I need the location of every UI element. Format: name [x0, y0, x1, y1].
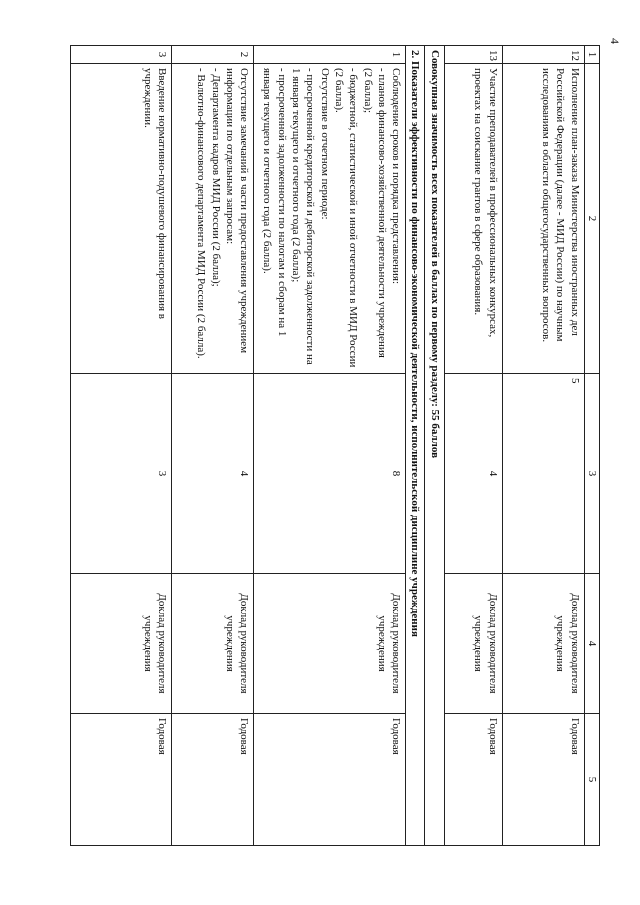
indicator-text: Отсутствие замечаний в части предоставления учреждением информации по отдельным запросам: - Департамента кадров МИД России (2 балла); - Валютно-финансового департамента МИД России (2 балла). [172, 64, 254, 374]
col-header-2: 2 [584, 64, 599, 374]
col-header-1: 1 [584, 46, 599, 64]
row-number: 2 [172, 46, 254, 64]
indicator-period: Годовая [254, 714, 406, 846]
table-row [71, 46, 172, 846]
row-number: 3 [71, 46, 172, 64]
column-number-row [584, 46, 599, 846]
indicator-text: Участие преподавателей в профессиональных конкурсах, проектах на соискание грантов в сфере образования. [444, 64, 502, 374]
indicator-text: Соблюдение сроков и порядка представления: - планов финансово-хозяйственной деятельности учреждения (2 балла); - бюджетной, статистической и иной отчетности в МИД России (2 балла). Отсутствие в отчетном периоде: - просроченной кредиторской и дебиторской задолженности на 1 января текущего и отчетного года (2 балла); - просроченной задолженности по налогам и сборам на 1 января текущего и отчетного года (2 балла). [254, 64, 406, 374]
indicators-table [70, 45, 600, 846]
col-header-5: 5 [584, 714, 599, 846]
row-number: 12 [502, 46, 584, 64]
table-row [172, 46, 254, 846]
total-row [425, 46, 444, 846]
indicator-score: 8 [254, 374, 406, 574]
indicator-score: 4 [172, 374, 254, 574]
indicator-score: 3 [71, 374, 172, 574]
indicator-source: Доклад руководителя учреждения [172, 574, 254, 714]
row-number: 13 [444, 46, 502, 64]
section-heading-row [406, 46, 425, 846]
indicator-source: Доклад руководителя учреждения [71, 574, 172, 714]
section-2-title: 2. Показатели эффективности по финансово-экономической деятельности, исполнительской дисциплине учреждения [406, 46, 425, 846]
page-number: 4 [608, 38, 622, 44]
indicator-source: Доклад руководителя учреждения [254, 574, 406, 714]
table-row [502, 46, 584, 846]
table-row [254, 46, 406, 846]
table-row [444, 46, 502, 846]
indicator-period: Годовая [71, 714, 172, 846]
row-number: 1 [254, 46, 406, 64]
indicator-period: Годовая [444, 714, 502, 846]
indicator-source: Доклад руководителя учреждения [502, 574, 584, 714]
indicator-text: Исполнение план-заказа Министерства иностранных дел Российской Федерации (далее - МИД России) по научным исследованиям в области общегосударственных вопросов. [502, 64, 584, 374]
rotated-table-page [70, 45, 600, 845]
indicator-score: 5 [502, 374, 584, 574]
col-header-4: 4 [584, 574, 599, 714]
indicator-period: Годовая [172, 714, 254, 846]
indicator-period: Годовая [502, 714, 584, 846]
section-total: Совокупная значимость всех показателей в баллах по первому разделу: 55 баллов [425, 46, 444, 846]
col-header-3: 3 [584, 374, 599, 574]
indicator-source: Доклад руководителя учреждения [444, 574, 502, 714]
indicator-text: Введение нормативно-подушевого финансирования в учреждении. [71, 64, 172, 374]
indicator-score: 4 [444, 374, 502, 574]
